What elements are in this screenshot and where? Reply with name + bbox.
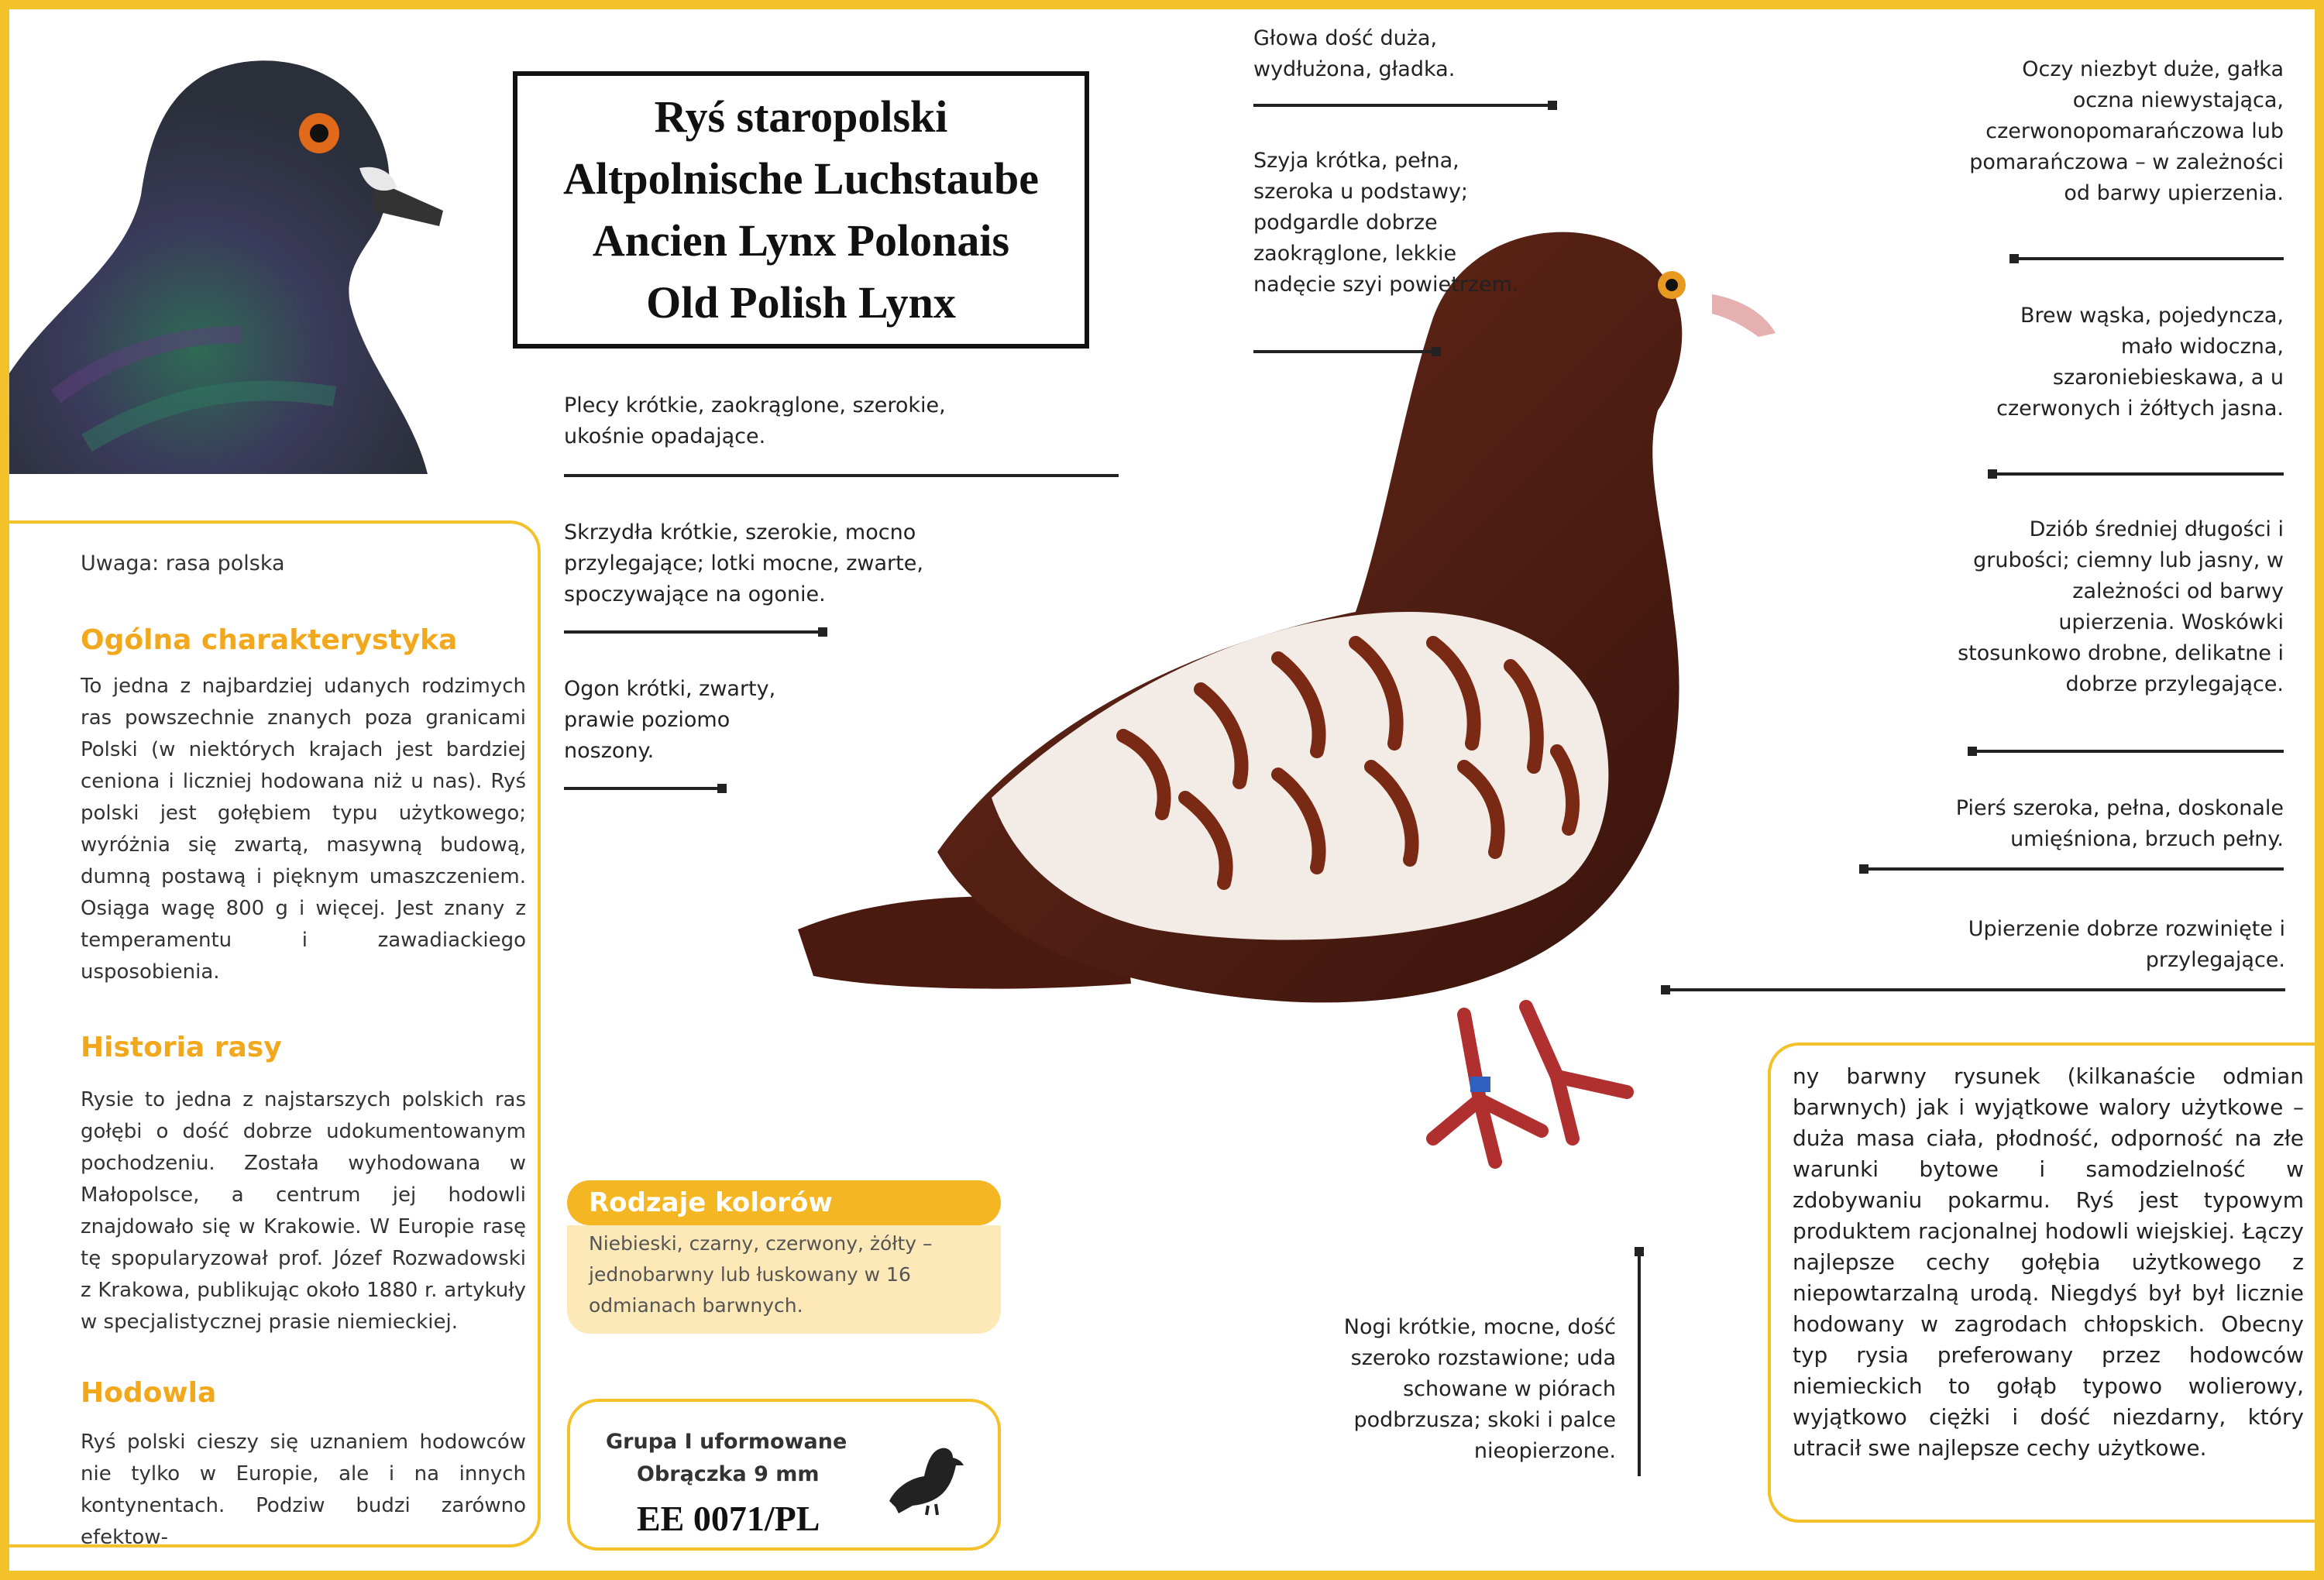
history-heading: Historia rasy xyxy=(81,1032,282,1063)
title-french: Ancien Lynx Polonais xyxy=(592,215,1010,266)
title-box xyxy=(513,71,1089,349)
leader-beak xyxy=(1968,750,2284,753)
leader-neck xyxy=(1253,350,1441,353)
leader-tail xyxy=(564,787,727,790)
annotation-eyes: Oczy niezbyt duże, gałka oczna niewystająca, czerwonopomarańczowa lub pomarańczowa – w zależności od barwy upierzenia. xyxy=(1969,57,2284,205)
leader-legs xyxy=(1638,1247,1641,1476)
general-text: To jedna z najbardziej udanych rodzimych ras powszechnie znanych poza granicami Polski (w niektórych krajach jest bardziej ceniona i liczniej hodowana niż u nas). Ryś polski jest gołębiem typu użytkowego; wyróżnia się zwartą, masywną budową, dumną postawą i pięknym umaszczeniem. Osiąga wagę 800 g i więcej. Jest znany z temperamentu i zawadiackiego usposobienia. xyxy=(81,675,526,984)
breeding-heading: Hodowla xyxy=(81,1377,217,1409)
leader-brow xyxy=(1988,472,2284,476)
annotation-wings: Skrzydła krótkie, szerokie, mocno przylegające; lotki mocne, zwarte, spoczywające na ogonie. xyxy=(564,520,923,606)
colors-heading: Rodzaje kolorów xyxy=(567,1180,1001,1225)
annotation-beak: Dziób średniej długości i grubości; ciemny lub jasny, w zależności od barwy upierzenia. Woskówki stosunkowo drobne, delikatne i dobrze przylegające. xyxy=(1958,517,2284,696)
title-english: Old Polish Lynx xyxy=(646,277,956,328)
annotation-tail: Ogon krótki, zwarty, prawie poziomo noszony. xyxy=(564,677,776,763)
breeding-text: Ryś polski cieszy się uznaniem hodowców nie tylko w Europie, ale i na innych kontynentach. Podziw budzi zarówno efektow- xyxy=(81,1431,526,1549)
ring-size: Obrączka 9 mm xyxy=(637,1462,820,1486)
annotation-head: Głowa dość duża, wydłużona, gładka. xyxy=(1253,26,1456,81)
leader-head xyxy=(1253,104,1557,107)
general-heading: Ogólna charakterystyka xyxy=(81,624,458,656)
title-german: Altpolnische Luchstaube xyxy=(563,153,1039,204)
history-text: Rysie to jedna z najstarszych polskich ras gołębi o dość dobrze udokumentowanym pochodzeniu. Została wyhodowana w Małopolsce, a centrum jej hodowli znajdowało się w Krakowie. W Europie rasę tę spopularyzował prof. Józef Rozwadowski z Krakowa, publikując około 1880 r. artykuły w specjalistycznej prasie niemieckiej. xyxy=(81,1088,526,1334)
leader-chest xyxy=(1859,867,2284,871)
pigeon-silhouette-icon xyxy=(882,1439,967,1516)
pigeon-head-photo xyxy=(9,9,443,474)
annotation-plumage: Upierzenie dobrze rozwinięte i przylegające. xyxy=(1968,917,2285,972)
title-polish: Ryś staropolski xyxy=(654,91,948,142)
breed-note: Uwaga: rasa polska xyxy=(81,551,285,575)
leader-plumage xyxy=(1661,988,2285,991)
leader-eyes xyxy=(2009,257,2284,260)
description-text: ny barwny rysunek (kilkanaście odmian barwnych) jak i wyjątkowe walory użytkowe – duża masa ciała, płodność, odporność na złe warunki bytowe i samodzielność w zdobywaniu pokarmu. Ryś jest typowym produktem racjonalnej hodowli wiejskiej. Łączy najlepsze cechy gołębia użytkowego z niepowtarzalną urodą. Niegdyś był był licznie hodowany w zagrodach chłopskich. Obecny typ rysia preferowany przez hodowców niemieckich to gołąb typowo wolierowy, wyjątkowo ciężki i dość niezdarny, który utracił swe najlepsze cechy użytkowe. xyxy=(1793,1063,2304,1461)
leader-wings xyxy=(564,630,827,634)
annotation-legs: Nogi krótkie, mocne, dość szeroko rozstawione; uda schowane w piórach podbrzusza; skoki i palce nieopierzone. xyxy=(1343,1315,1616,1463)
ring-code: EE 0071/PL xyxy=(637,1499,820,1538)
group-class: Grupa I uformowane xyxy=(606,1430,847,1454)
annotation-chest: Pierś szeroka, pełna, doskonale umięśniona, brzuch pełny. xyxy=(1955,796,2284,851)
annotation-neck: Szyja krótka, pełna, szeroka u podstawy; podgardle dobrze zaokrąglone, lekkie nadęcie szyi powietrzem. xyxy=(1253,149,1519,297)
pigeon-body-photo xyxy=(798,209,1805,1177)
annotation-back: Plecy krótkie, zaokrąglone, szerokie, ukośnie opadające. xyxy=(564,393,946,448)
colors-text: Niebieski, czarny, czerwony, żółty – jednobarwny lub łuskowany w 16 odmianach barwnych. xyxy=(567,1225,1001,1334)
annotation-brow: Brew wąska, pojedyncza, mało widoczna, szaroniebieskawa, a u czerwonych i żółtych jasna. xyxy=(1996,304,2284,421)
leader-back xyxy=(564,474,1119,477)
